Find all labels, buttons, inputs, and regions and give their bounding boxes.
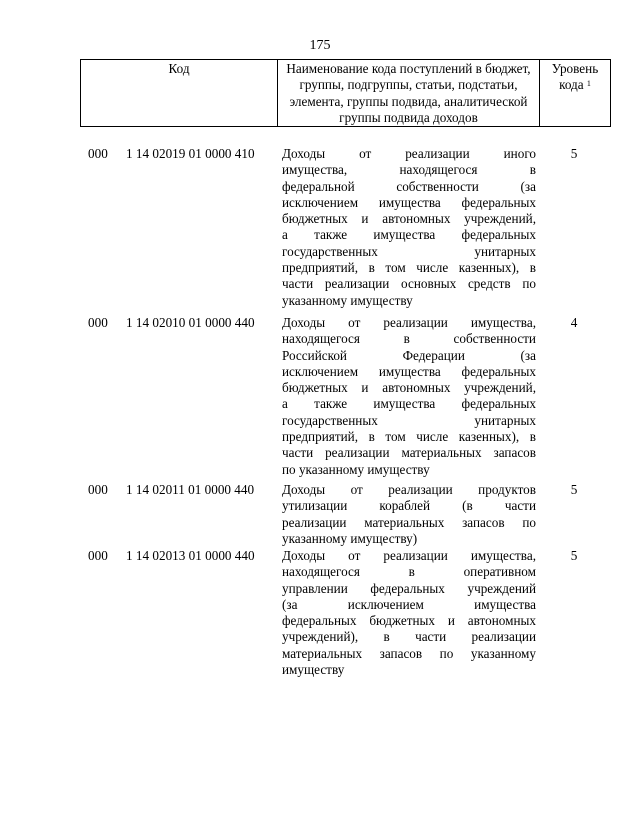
row-name-line: указанному имуществу) (282, 530, 418, 546)
row-name-line: а также имущества федеральных (282, 396, 536, 412)
row-name-line: реализации материальных запасов по (282, 514, 536, 530)
row-name (282, 146, 536, 309)
row-name (282, 482, 536, 547)
row-name-line: имущества, находящегося в (282, 162, 536, 178)
row-admin-code: 000 (88, 482, 108, 497)
row-name-line: федеральной собственности (за (282, 178, 536, 194)
row-income-code: 1 14 02019 01 0000 410 (126, 146, 255, 161)
row-name-line: управлении федеральных учреждений (282, 580, 536, 596)
row-name-line: Доходы от реализации имущества, (282, 315, 536, 330)
row-name-line: части реализации материальных запасов (282, 445, 536, 461)
row-name-line: государственных унитарных (282, 412, 536, 428)
row-name-line: учреждений), в части реализации (282, 629, 536, 645)
row-name-line: находящегося в собственности (282, 331, 536, 347)
row-income-code: 1 14 02010 01 0000 440 (126, 315, 255, 330)
table-row (80, 315, 611, 478)
row-name-line: части реализации основных средств по (282, 276, 536, 292)
row-name-line: Российской Федерации (за (282, 347, 536, 363)
row-name-line: указанному имуществу (282, 292, 413, 308)
table-header (80, 59, 611, 127)
row-level: 4 (570, 315, 578, 330)
header-level-label: Уровень кода (551, 61, 599, 93)
row-admin-code: 000 (88, 146, 108, 161)
row-name-line: бюджетных и автономных учреждений, (282, 380, 536, 396)
row-name (282, 315, 536, 478)
header-name: Наименование кода поступлений в бюджет, группы, подгруппы, статьи, подстатьи, элемента, группы подвида, аналитической группы подвида доходов (278, 60, 540, 126)
row-name (282, 548, 536, 678)
row-name-line: Доходы от реализации имущества, (282, 548, 536, 563)
row-name-line: предприятий, в том числе казенных), в (282, 260, 536, 276)
row-name-line: Доходы от реализации иного (282, 146, 536, 161)
row-name-line: находящегося в оперативном (282, 564, 536, 580)
row-admin-code: 000 (88, 548, 108, 563)
row-level: 5 (570, 482, 578, 497)
row-admin-code: 000 (88, 315, 108, 330)
row-income-code: 1 14 02013 01 0000 440 (126, 548, 255, 563)
table-row (80, 146, 611, 309)
page-number: 175 (309, 38, 331, 53)
row-income-code: 1 14 02011 01 0000 440 (126, 482, 255, 497)
row-name-line: предприятий, в том числе казенных), в (282, 429, 536, 445)
row-name-line: исключением имущества федеральных (282, 363, 536, 379)
row-level: 5 (570, 146, 578, 161)
row-name-line: (за исключением имущества (282, 596, 536, 612)
header-level (540, 60, 610, 126)
table-row (80, 548, 611, 678)
table-row (80, 482, 611, 547)
row-name-line: государственных унитарных (282, 243, 536, 259)
row-name-line: бюджетных и автономных учреждений, (282, 211, 536, 227)
header-code: Код (81, 60, 278, 126)
row-name-line: материальных запасов по указанному (282, 645, 536, 661)
row-name-line: федеральных бюджетных и автономных (282, 613, 536, 629)
row-name-line: по указанному имуществу (282, 461, 430, 477)
row-name-line: исключением имущества федеральных (282, 194, 536, 210)
row-level: 5 (570, 548, 578, 563)
row-name-line: имуществу (282, 662, 345, 678)
row-name-line: утилизации кораблей (в части (282, 498, 536, 514)
row-name-line: Доходы от реализации продуктов (282, 482, 536, 497)
header-level-footnote: 1 (586, 79, 591, 89)
row-name-line: а также имущества федеральных (282, 227, 536, 243)
